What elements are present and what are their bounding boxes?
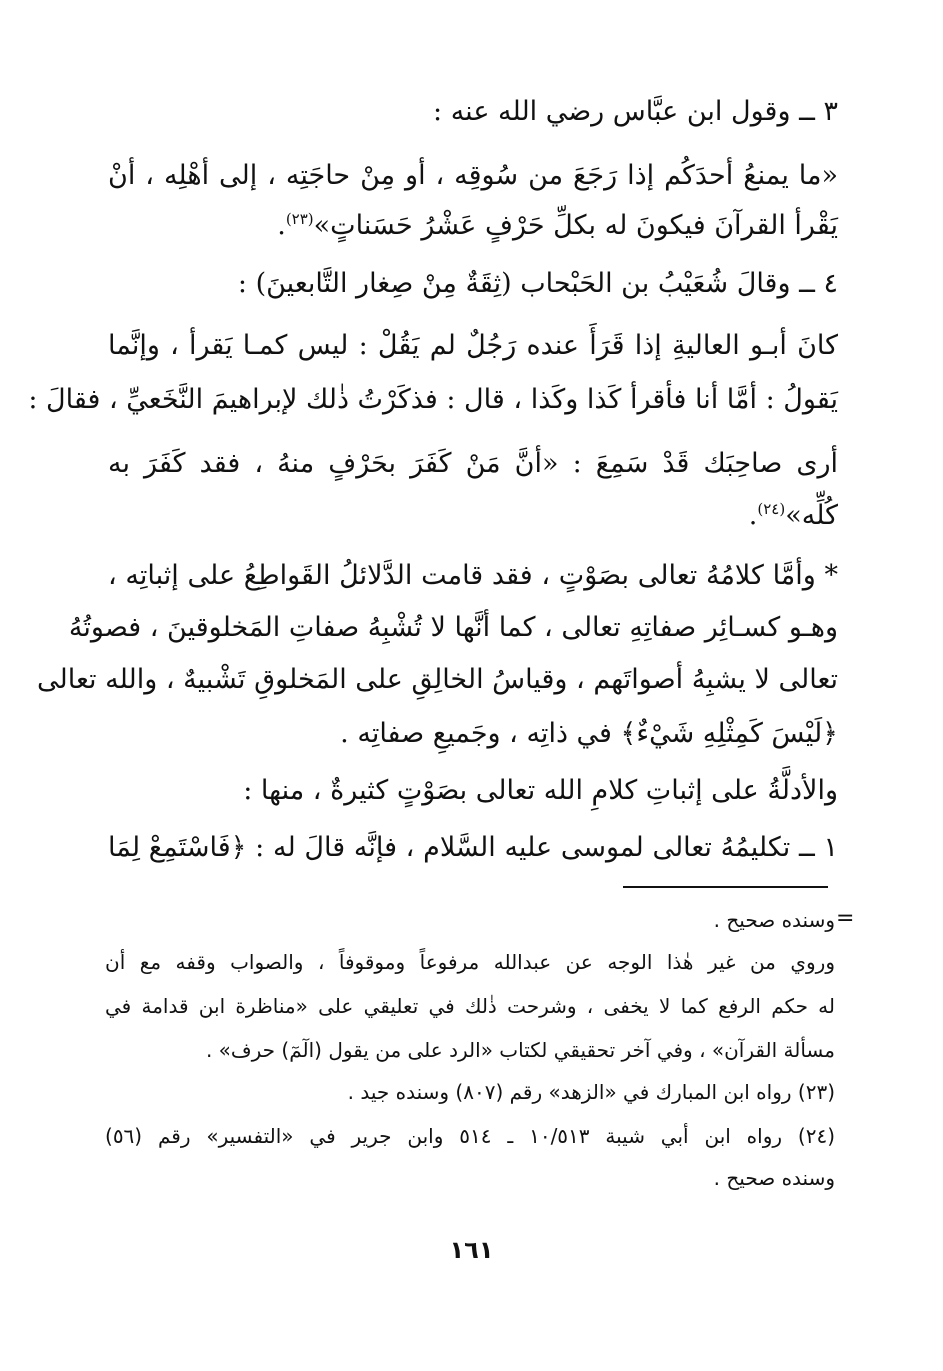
body-line-2: «ما يمنعُ أحدَكُم إذا رَجَعَ من سُوقِه ، أو مِنْ حاجَتِه ، إلى أهْلِه ، أنْ [108,160,838,191]
body-line-3: يَقْرأ القرآنَ فيكونَ له بكلِّ حَرْفٍ عَشْرُ حَسَناتٍ»$^{(٢٣)}$. [277,210,838,241]
body-line-10: وهـو كسـائِر صفاتِهِ تعالى ، كما أنَّها لا تُشْبِهُ صفاتِ المَخلوقينَ ، فصوتُهُ [68,612,838,643]
body-line-12: ﴿لَيْسَ كَمِثْلِهِ شَيْءٌ﴾ في ذاتِه ، وجَميعِ صفاتِه . [340,718,838,749]
footnote-line-4: مسألة القرآن» ، وفي آخر تحقيقي لكتاب «الرد على من يقول (الٓمٓ) حرف» . [205,1038,835,1062]
body-line-4: ٤ ــ وقالَ شُعَيْبُ بن الحَبْحاب (ثِقَةٌ مِنْ صِغار التَّابعينَ) : [237,268,838,299]
body-line-8: كُلِّه»$^{(٢٤)}$. [748,500,838,531]
footnote-line-2: وروي من غير هٰذا الوجه عن عبدالله مرفوعاً وموقوفاً ، والصواب وقفه مع أن [105,950,835,974]
body-line-13: والأدلَّةُ على إثباتِ كلامِ الله تعالى بصَوْتٍ كثيرةٌ ، منها : [243,775,838,806]
footnote-ref-24: (٢٤) [757,500,786,518]
body-line-5: كانَ أبـو العاليةِ إذا قَرَأَ عنده رَجُلٌ لم يَقُلْ : ليس كمـا يَقرأ ، وإنَّما [108,330,838,361]
body-line-14: ١ ــ تكليمُهُ تعالى لموسى عليه السَّلام ، فإنَّه قالَ له : ﴿فَاسْتَمِعْ لِمَا [108,832,838,863]
body-line-1: ٣ ــ وقول ابن عبَّاس رضي الله عنه : [433,96,838,127]
footnote-ref-23: (٢٣) [285,210,314,228]
body-line-11: تعالى لا يشبِهُ أصواتَهم ، وقياسُ الخالِقِ على المَخلوقِ تَشْبيهٌ ، والله تعالى [37,664,838,695]
footnote-line-1: وسنده صحيح . [713,908,835,932]
body-line-6: يَقولُ : أمَّا أنا فأقرأ كَذا وكَذا ، قال : فذكَرْتُ ذٰلك لإبراهيمَ النَّخَعيِّ ، فقالَ : [28,384,838,415]
page-number: ١٦١ [449,1236,494,1264]
body-line-9: * وأمَّا كلامُهُ تعالى بصَوْتٍ ، فقد قامت الدَّلائلُ القَواطِعُ على إثباتِه ، [108,560,838,591]
footnote-24: (٢٤) رواه ابن أبي شيبة ١٠/٥١٣ ـ ٥١٤ وابن جرير في «التفسير» رقم (٥٦) [105,1124,835,1148]
body-line-7: أرى صاحِبَك قَدْ سَمِعَ : «أنَّ مَنْ كَفَرَ بحَرْفٍ منهُ ، فقد كَفَرَ به [108,448,838,479]
footnote-23: (٢٣) رواه ابن المبارك في «الزهد» رقم (٨٠٧) وسنده جيد . [347,1080,835,1104]
footnote-24-continued: وسنده صحيح . [713,1166,835,1190]
footnote-continuation-mark: = [836,906,855,931]
footnote-line-3: له حكم الرفع كما لا يخفى ، وشرحت ذٰلك في تعليقي على «مناظرة ابن قدامة في [105,994,835,1018]
footnote-separator [623,886,828,888]
